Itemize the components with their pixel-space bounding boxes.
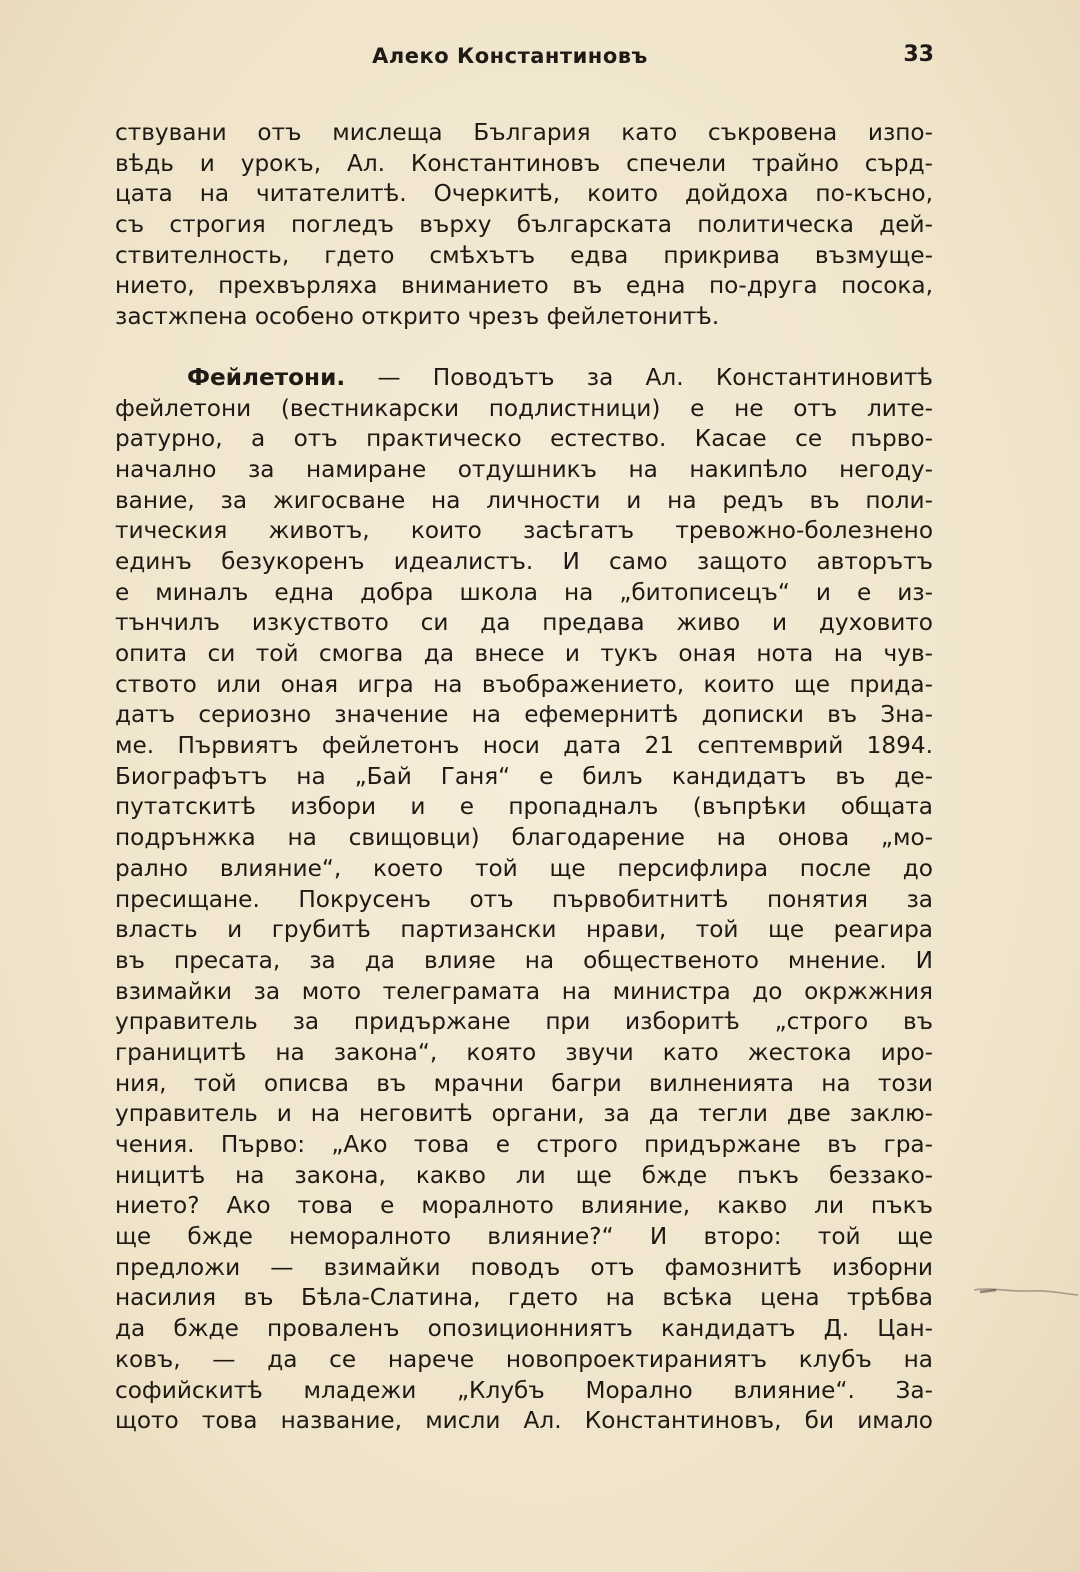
text-line: ще бжде неморалното влияние?“ И второ: той ще [115,1223,933,1251]
text-line: пресищане. Покрусенъ отъ първобитнитѣ понятия за [115,885,933,913]
text-line: границитѣ на закона“, която звучи като жестока иро- [115,1038,933,1066]
text-line: ствувани отъ мислеща България като съкровена изпо- [115,119,933,146]
body-text [115,118,933,1437]
text-line: тическия животъ, които засѣгатъ тревожно-болезнено [115,517,933,545]
text-line: Биографътъ на „Бай Ганя“ е билъ кандидатъ въ де- [115,762,933,790]
paragraph-feuilletons [115,363,933,1437]
text-line: управитель за придържане при изборитѣ „строго въ [115,1008,933,1036]
text-line: да бжде проваленъ опозиционниятъ кандидатъ Д. Цан- [115,1315,933,1343]
section-heading: Фейлетони. [187,363,346,391]
text-line: ницитѣ на закона, какво ли ще бжде пъкъ беззако- [115,1161,933,1189]
text-line: чения. Първо: „Ако това е строго придържане въ гра- [115,1131,933,1158]
text-line: начално за намиране отдушникъ на накипѣло негоду- [115,455,933,483]
text-line: нието, прехвърляха вниманието въ една по-друга посока, [115,272,933,300]
text-line: фейлетони (вестникарски подлистници) е не отъ лите- [115,394,933,422]
text-line: насилия въ Бѣла-Слатина, гдето на всѣка цена трѣбва [115,1284,933,1312]
text-line: ратурно, а отъ практическо естество. Касае се първо- [115,425,933,453]
text-line: опита си той смогва да внесе и тукъ оная нота на чув- [115,640,933,667]
text-line: рално влияние“, което той ще персифлира после до [115,854,933,882]
running-title: Алеко Константиновъ [372,44,648,68]
text-line: путатскитѣ избори и е пропадналъ (въпрѣки общата [115,793,933,821]
text-line: власть и грубитѣ партизански нрави, той ще реагира [115,916,933,944]
text-line: ковъ, — да се нарече новопроектираниятъ клубъ на [115,1345,933,1373]
text-line: ството или оная игра на въображението, които ще прида- [115,670,933,698]
text-line: датъ сериозно значение на ефемернитѣ дописки въ Зна- [115,701,933,729]
paragraph-gap [115,333,933,363]
text-line: взимайки за мото телеграмата на министра до окржжния [115,977,933,1005]
text-line: въ пресата, за да влияе на общественото мнение. И [115,946,933,974]
text-line: управитель и на неговитѣ органи, за да тегли две заклю- [115,1100,933,1128]
paragraph-continuation [115,118,933,333]
page-number: 33 [903,42,934,67]
text-line: ме. Първиятъ фейлетонъ носи дата 21 септемврий 1894. [115,732,933,760]
text-line: вѣдь и урокъ, Ал. Константиновъ спечели трайно сърд- [115,149,933,177]
text-line: единъ безукоренъ идеалистъ. И само защото авторътъ [115,547,933,575]
text-line: предложи — взимайки поводъ отъ фамознитѣ изборни [115,1253,933,1281]
text-line: ния, той описва въ мрачни багри вилненията на този [115,1069,933,1097]
text-line: подрънжка на свищовци) благодарение на онова „мо- [115,824,933,852]
text-line: е миналъ една добра школа на „битописецъ“ и е из- [115,578,933,606]
text-line: ствителность, гдето смѣхътъ едва прикрива възмуще- [115,241,933,269]
text-line: вание, за жигосване на личности и на редъ въ поли- [115,486,933,514]
margin-ink-mark [970,1278,1080,1304]
text-line: нието? Ако това е моралното влияние, какво ли пъкъ [115,1192,933,1220]
text-line: щото това название, мисли Ал. Константиновъ, би имало [115,1407,933,1435]
text-line: тънчилъ изкуството си да предава живо и духовито [115,609,933,637]
heading-rest: — Поводътъ за Ал. Константиновитѣ [345,363,933,391]
text-line: съ строгия погледъ върху българската политическа дей- [115,211,933,239]
text-line: застжпена особено открито чрезъ фейлетонитѣ. [115,303,720,331]
text-line: цата на читателитѣ. Очеркитѣ, които дойдоха по-късно, [115,180,933,208]
text-line: софийскитѣ младежи „Клубъ Морално влияние“. За- [115,1376,933,1404]
running-header [0,42,1080,76]
text-line-first [115,363,933,394]
